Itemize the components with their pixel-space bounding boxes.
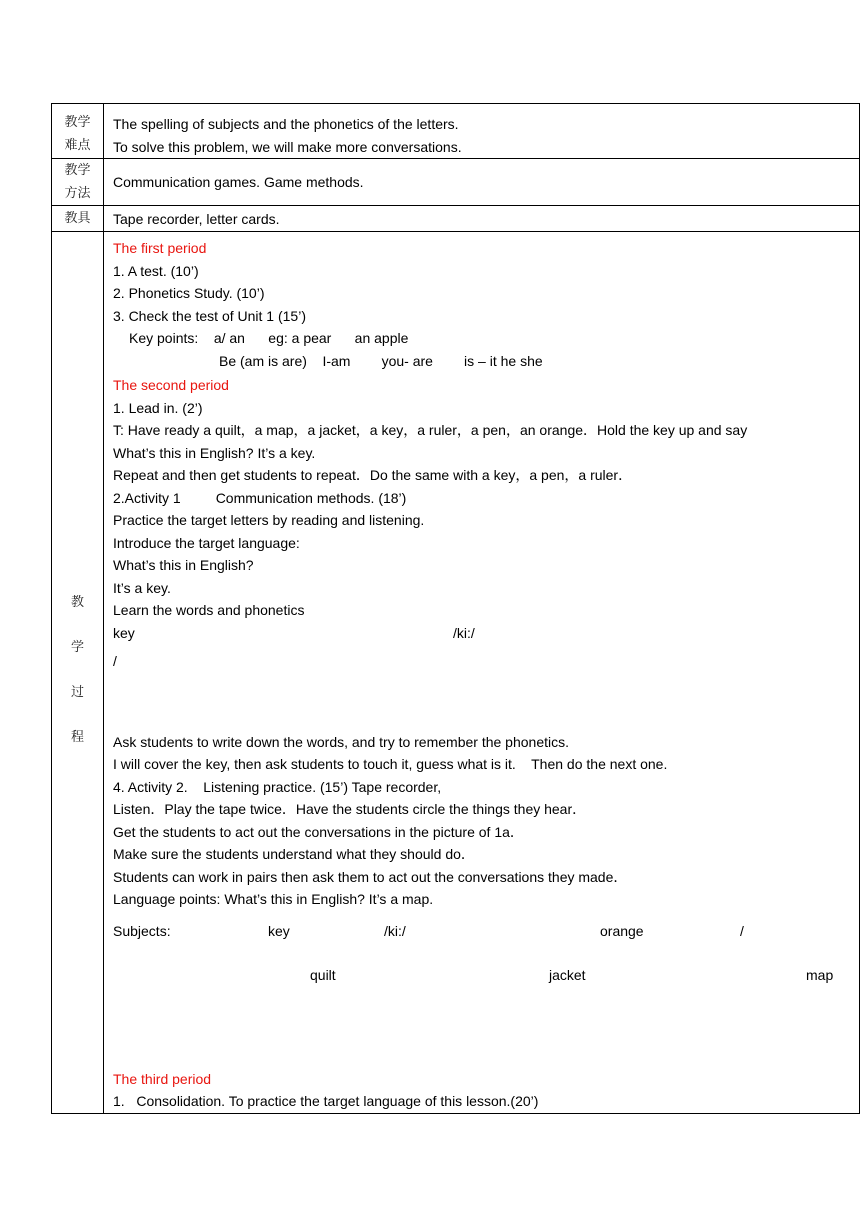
label-char: 过 [70,685,84,700]
subjects-orange-phonetic: / [740,922,744,939]
word-jacket: jacket [549,967,586,983]
text-line: Language points: What’s this in English? It’s a map. [113,891,434,907]
blank-space [113,673,859,731]
subjects-key: key [268,922,290,939]
text-line: Tape recorder, letter cards. [113,211,280,227]
text-line: Students can work in pairs then ask them to act out the conversations they made． [113,868,628,885]
label-text: 方法 [64,186,91,201]
text-line: 1. Lead in. (2’) [113,399,203,416]
key-points-line: Key points: a/ an eg: a pear an apple [129,330,409,346]
word-phonetic-row [113,622,859,645]
text-line: The spelling of subjects and the phonetics of the letters. [113,116,459,132]
text-line: 3. Check the test of Unit 1 (15’) [113,307,306,324]
subjects-row [113,920,859,943]
label-text: 教具 [64,211,91,226]
label-char: 教 [70,595,84,610]
label-difficulty [52,104,104,159]
subjects-label: Subjects: [113,922,171,939]
text-line: 1. Consolidation. To practice the target language of this lesson.(20’) [113,1093,539,1109]
label-text: 教学 [64,115,91,130]
subjects-key-phonetic: /ki:/ [384,922,406,939]
word-quilt: quilt [310,967,336,983]
row-difficulty [52,104,860,159]
phonetic-slash: / [113,653,117,669]
text-line: Learn the words and phonetics [113,602,305,618]
label-char: 学 [70,640,84,655]
row-tools [52,206,860,232]
row-process [52,232,860,1114]
row-method [52,159,860,206]
text-line: 2. Phonetics Study. (10’) [113,285,265,301]
text-line: Practice the target letters by reading and listening. [113,512,425,528]
text-line: I will cover the key, then ask students to touch it, guess what is it. Then do the next one. [113,756,668,772]
blank-space [113,987,859,1068]
text-line: Repeat and then get students to repeat．Do the same with a key，a pen，a ruler． [113,467,633,483]
lesson-plan-table [51,103,860,1114]
label-process [52,232,104,1114]
text-line: To solve this problem, we will make more conversations. [113,138,462,155]
text-line: What’s this in English? It’s a key. [113,444,316,461]
content-process [104,232,860,1114]
label-text: 教学 [64,163,91,178]
label-method [52,159,104,206]
word-map: map [806,967,834,983]
text-line: Get the students to act out the conversations in the picture of 1a． [113,823,524,840]
label-char: 程 [70,730,84,745]
label-text: 难点 [64,138,91,153]
content-method [104,159,860,206]
words-row [113,964,859,987]
text-line: 1. A test. (10’) [113,262,199,279]
word-key: key [113,624,135,641]
text-line: 4. Activity 2. Listening practice. (15’) Tape recorder, [113,778,442,795]
text-line: Introduce the target language: [113,534,300,551]
text-line: Communication games. Game methods. [113,174,364,190]
heading-third-period: The third period [113,1070,212,1087]
text-line: T: Have ready a quilt，a map，a jacket，a key，a ruler，a pen，an orange．Hold the key up and say [113,422,748,438]
text-line: Ask students to write down the words, and try to remember the phonetics. [113,733,569,750]
text-line: It’s a key. [113,579,171,596]
heading-second-period: The second period [113,377,229,393]
subjects-orange: orange [600,922,644,939]
key-points-line: Be (am is are) I-am you- are is – it he she [219,352,543,369]
text-line: Listen．Play the tape twice．Have the students circle the things they hear． [113,801,587,817]
text-line: 2.Activity 1 Communication methods. (18’) [113,489,407,506]
text-line: Make sure the students understand what they should do． [113,846,475,862]
label-tools [52,206,104,232]
heading-first-period: The first period [113,240,207,256]
text-line: What’s this in English? [113,557,254,573]
content-difficulty [104,104,860,159]
content-tools [104,206,860,232]
phonetic-key: /ki:/ [453,624,475,641]
